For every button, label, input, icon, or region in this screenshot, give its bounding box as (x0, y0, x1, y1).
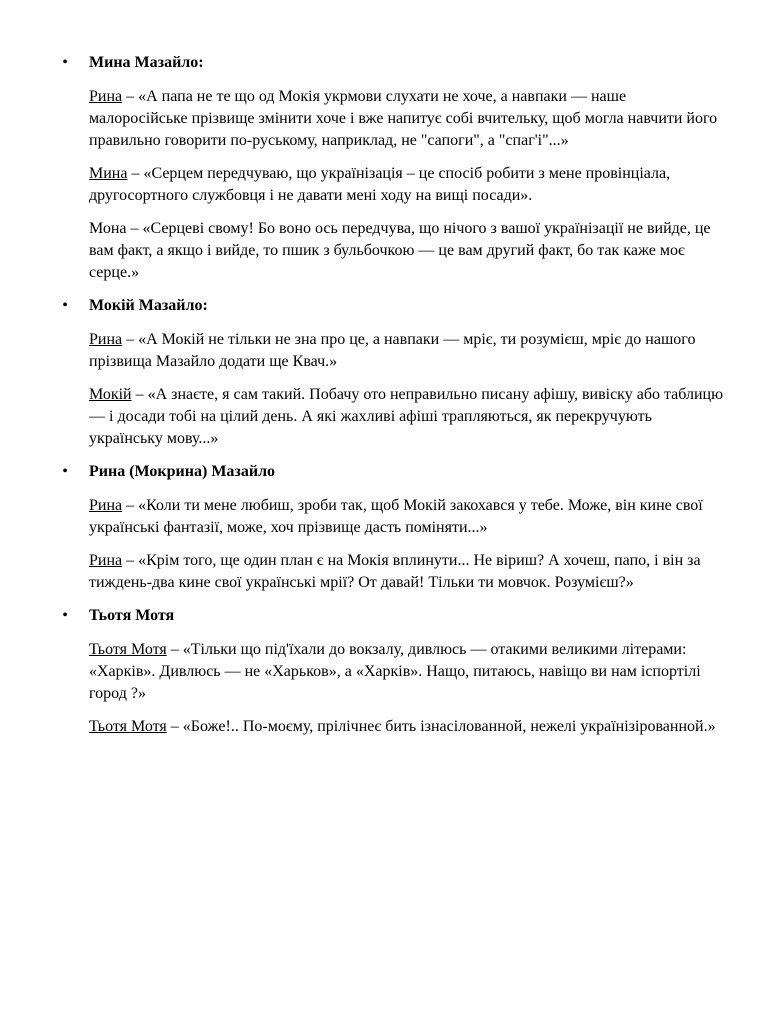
section-ryna (62, 461, 728, 594)
speaker-name: Мокій (89, 386, 132, 403)
bullet-icon: • (62, 607, 68, 624)
speaker-name: Мона (89, 220, 127, 237)
section-mokiy (62, 295, 728, 450)
speaker-name: Тьотя Мотя (89, 641, 167, 658)
quote-text: – «А Мокій не тільки не зна про це, а навпаки — мріє, ти розумієш, мріє до нашого прізвища Мазайло додати ще Квач.» (89, 331, 696, 370)
bullet-icon: • (62, 54, 68, 71)
speaker-name: Мина (89, 165, 128, 182)
quote-text: – «Серцеві свому! Бо воно ось передчува, що нічого з вашої українізації не вийде, це вам факт, а якщо і вийде, то пшик з бульбочкою — це вам другий факт, бо так каже моє серце.» (89, 220, 711, 281)
quote-text: – «А знаєте, я сам такий. Побачу ото неправильно писану афішу, вивіску або таблицю — і досади тобі на цілий день. А які жахливі афіші трапляються, як перекручують українську мову...» (89, 386, 724, 447)
quote-paragraph (89, 163, 728, 207)
quote-text: – «Коли ти мене любиш, зроби так, щоб Мокій закохався у тебе. Може, він кине свої українські фантазії, може, хоч прізвище дасть поміняти...» (89, 497, 703, 536)
section-heading: • Мина Мазайло: (89, 52, 728, 74)
speaker-name: Рина (89, 497, 123, 514)
quote-paragraph (89, 86, 728, 152)
section-heading: • Мокій Мазайло: (89, 295, 728, 317)
section-mina (62, 52, 728, 284)
speaker-name: Рина (89, 331, 123, 348)
section-heading: • Тьотя Мотя (89, 605, 728, 627)
speaker-name: Тьотя Мотя (89, 718, 167, 735)
speaker-name: Рина (89, 552, 123, 569)
bullet-icon: • (62, 297, 68, 314)
quote-text: – «Крім того, ще один план є на Мокія вплинути... Не віриш? А хочеш, папо, і він за тиждень-два кине свої українські мрії? От давай! Тільки ти мовчок. Розумієш?» (89, 552, 701, 591)
quote-paragraph (89, 639, 728, 705)
quote-text: – «Серцем передчуваю, що українізація – це спосіб робити з мене провінціала, другосортного службовця і не давати мені ходу на вищі посади». (89, 165, 671, 204)
quote-paragraph (89, 495, 728, 539)
quote-text: – «Боже!.. По-моєму, прілічнеє бить ізнасілованной, нежелі українізірованной.» (166, 718, 716, 735)
quote-paragraph (89, 329, 728, 373)
quote-paragraph (89, 218, 728, 284)
quote-paragraph (89, 550, 728, 594)
section-heading: • Рина (Мокрина) Мазайло (89, 461, 728, 483)
bullet-icon: • (62, 463, 68, 480)
quote-paragraph (89, 384, 728, 450)
speaker-name: Рина (89, 88, 123, 105)
quote-text: – «Тільки що під'їхали до вокзалу, дивлюсь — отакими великими літерами: «Харків». Дивлюсь — не «Харьков», а «Харків». Нащо, питаюсь, навіщо ви нам іспортілі город ?» (89, 641, 701, 702)
section-motia (62, 605, 728, 738)
quote-text: – «А папа не те що од Мокія укрмови слухати не хоче, а навпаки — наше малоросійське прізвище змінити хоче і вже напитує собі вчительку, щоб могла навчити його правильно говорити по-руському, наприклад, не "сапоги", а "спаг'і"...» (89, 88, 718, 149)
quote-paragraph (89, 716, 728, 738)
